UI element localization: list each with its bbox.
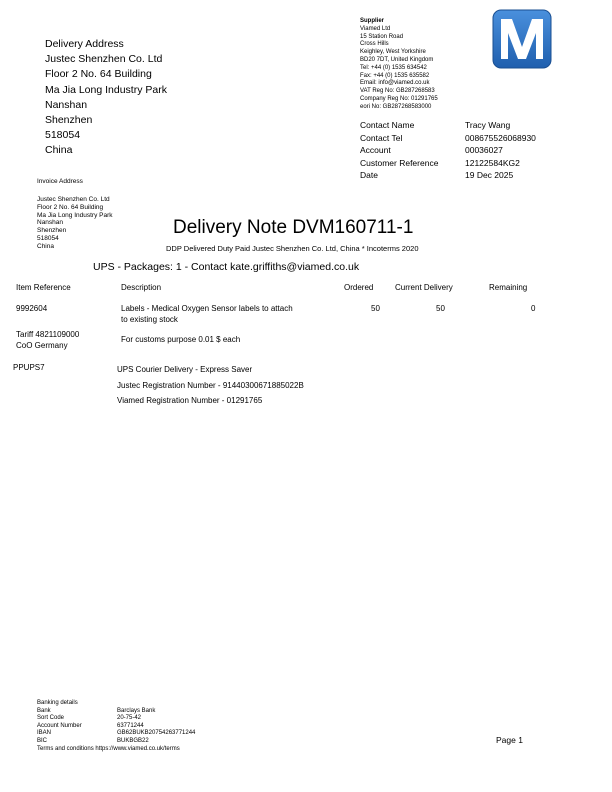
row2-item-line: Tariff 4821109000 xyxy=(16,330,80,339)
contact-key: Contact Name xyxy=(360,120,415,130)
supplier-line: Cross Hills xyxy=(360,41,389,48)
contact-value: Tracy Wang xyxy=(465,120,511,130)
row1-desc-line: to existing stock xyxy=(121,315,178,324)
supplier-line: Email: info@viamed.co.uk xyxy=(360,80,430,87)
col-header-item: Item Reference xyxy=(16,283,71,292)
banking-key: IBAN xyxy=(37,730,52,737)
row3-desc xyxy=(117,362,304,409)
row3-desc-line: UPS Courier Delivery - Express Saver xyxy=(117,365,253,374)
supplier-line: Viamed Ltd xyxy=(360,25,391,32)
contact-row xyxy=(360,169,536,182)
banking-key: Account Number xyxy=(37,722,82,729)
invoice-address-line: Ma Jia Long Industry Park xyxy=(37,211,113,219)
banking-row xyxy=(37,723,195,731)
incoterms-line: DDP Delivered Duty Paid Justec Shenzhen Co. Ltd, China * Incoterms 2020 xyxy=(166,244,419,253)
supplier-line: Fax: +44 (0) 1535 635582 xyxy=(360,72,430,79)
row3-desc-line: Viamed Registration Number - 01291765 xyxy=(117,396,263,405)
viamed-logo xyxy=(492,9,552,69)
banking-details xyxy=(37,700,195,753)
delivery-address-line: Floor 2 No. 64 Building xyxy=(45,68,152,81)
row1-desc-line: Labels - Medical Oxygen Sensor labels to attach xyxy=(121,304,293,313)
contact-key: Contact Tel xyxy=(360,132,403,143)
col-header-current: Current Delivery xyxy=(395,283,453,292)
invoice-address xyxy=(37,196,113,251)
row1-remaining: 0 xyxy=(531,304,536,313)
banking-row xyxy=(37,730,195,738)
supplier-line: Tel: +44 (0) 1535 634542 xyxy=(360,64,427,71)
col-header-remaining: Remaining xyxy=(489,283,528,292)
delivery-address-line: Justec Shenzhen Co. Ltd xyxy=(45,53,163,66)
row2-item xyxy=(16,329,79,351)
row3-item: PPUPS7 xyxy=(13,363,45,372)
supplier-header: Supplier xyxy=(360,18,385,24)
row1-desc xyxy=(121,303,293,325)
shipping-line: UPS - Packages: 1 - Contact kate.griffiths@viamed.co.uk xyxy=(93,261,360,273)
contact-key: Date xyxy=(360,170,378,180)
banking-header: Banking details xyxy=(37,700,78,706)
invoice-address-line: Justec Shenzhen Co. Ltd xyxy=(37,196,110,203)
row1-ordered: 50 xyxy=(371,304,380,313)
supplier-line: Company Reg No: 01291765 xyxy=(360,95,438,102)
delivery-address-line: Delivery Address xyxy=(45,38,124,50)
contact-key: Account xyxy=(360,145,391,155)
delivery-address-line: 518054 xyxy=(45,129,81,142)
row1-current: 50 xyxy=(436,304,445,313)
invoice-address-line: 518054 xyxy=(37,234,59,242)
supplier-block xyxy=(360,18,438,112)
invoice-address-line: China xyxy=(37,242,54,250)
supplier-line: 15 Station Road xyxy=(360,33,404,40)
delivery-address-line: Ma Jia Long Industry Park xyxy=(45,83,167,96)
banking-value: GB62BUKB20754263771244 xyxy=(117,730,196,737)
delivery-address-line: China xyxy=(45,144,73,157)
contact-row xyxy=(360,119,536,132)
banking-row xyxy=(37,708,195,716)
document-title: Delivery Note DVM160711-1 xyxy=(173,217,414,238)
contact-value: 12122584KG2 xyxy=(465,157,520,168)
delivery-address-line: Nanshan xyxy=(45,98,88,111)
row3-desc-line: Justec Registration Number - 91440300671885022B xyxy=(117,380,304,390)
invoice-address-line: Nanshan xyxy=(37,219,64,227)
banking-key: Bank xyxy=(37,707,51,714)
page-number: Page 1 xyxy=(496,735,523,745)
banking-row xyxy=(37,738,195,746)
contact-row xyxy=(360,132,536,145)
delivery-address-line: Shenzhen xyxy=(45,114,93,127)
contact-value: 00036027 xyxy=(465,145,503,155)
contact-row xyxy=(360,144,536,157)
banking-value: BUKBGB22 xyxy=(117,737,149,744)
col-header-ordered: Ordered xyxy=(344,283,374,292)
banking-row xyxy=(37,715,195,723)
invoice-address-line: Shenzhen xyxy=(37,227,67,235)
invoice-address-line: Floor 2 No. 64 Building xyxy=(37,203,104,211)
banking-key: Sort Code xyxy=(37,715,65,722)
terms-link[interactable]: Terms and conditions https://www.viamed.co.uk/terms xyxy=(37,745,180,752)
supplier-line: Keighley, West Yorkshire xyxy=(360,49,426,56)
contact-value: 008675526068930 xyxy=(465,132,536,143)
invoice-address-header: Invoice Address xyxy=(37,178,83,185)
row2-desc: For customs purpose 0.01 $ each xyxy=(121,335,241,344)
supplier-line: eori No: GB287268583000 xyxy=(360,103,432,110)
row1-item: 9992604 xyxy=(16,304,48,313)
supplier-line: BD20 7DT, United Kingdom xyxy=(360,56,434,63)
row2-item-line: CoO Germany xyxy=(16,341,68,350)
supplier-line: VAT Reg No: GB287268583 xyxy=(360,88,435,95)
col-header-description: Description xyxy=(121,283,162,292)
contact-details xyxy=(360,119,536,182)
banking-key: BIC xyxy=(37,737,48,744)
contact-row xyxy=(360,157,536,170)
delivery-address xyxy=(45,37,167,159)
banking-value: Barclays Bank xyxy=(117,707,156,714)
banking-value: 63771244 xyxy=(117,722,144,729)
banking-value: 20-75-42 xyxy=(117,715,142,722)
contact-value: 19 Dec 2025 xyxy=(465,170,514,180)
contact-key: Customer Reference xyxy=(360,157,439,168)
